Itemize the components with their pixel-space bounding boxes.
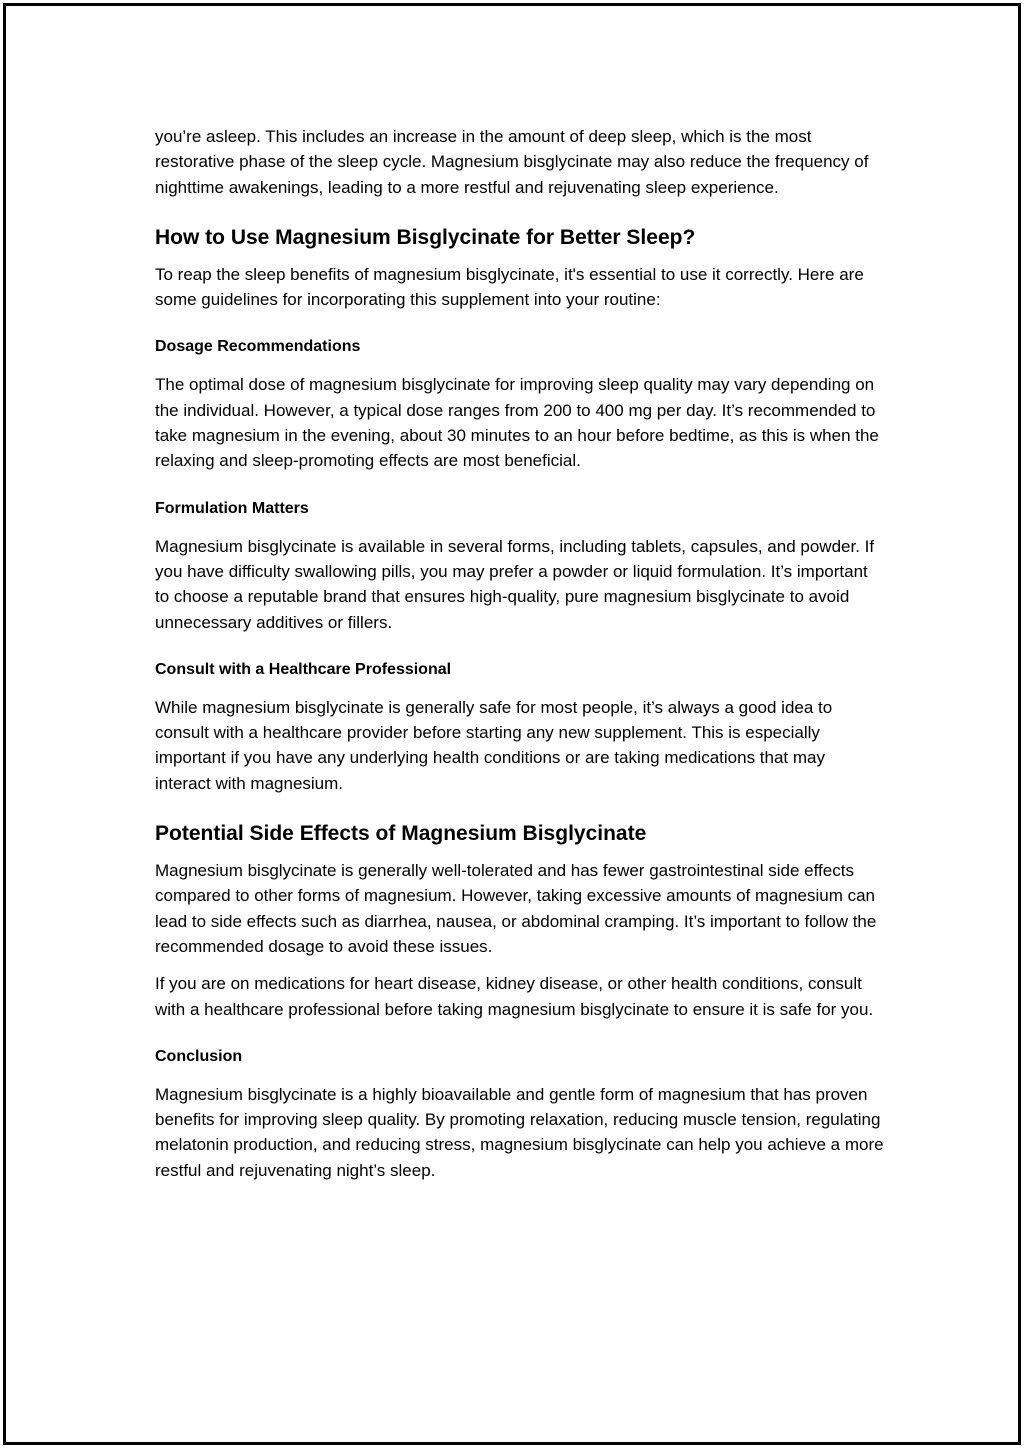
paragraph-side-effects: Magnesium bisglycinate is generally well-tolerated and has fewer gastrointestinal side effects compared to other forms of magnesium. However, taking excessive amounts of magnesium can lead to side effects such as diarrhea, nausea, or abdominal cramping. It’s important to follow the recommended dosage to avoid these issues. bbox=[155, 861, 877, 956]
heading-conclusion: Conclusion bbox=[155, 1047, 243, 1065]
paragraph-formulation: Magnesium bisglycinate is available in several forms, including tablets, capsules, and powder. If you have difficulty swallowing pills, you may prefer a powder or liquid formulation. It’s important to choose a reputable brand that ensures high-quality, pure magnesium bisglycinate to avoid unnecessary additives or fillers. bbox=[155, 536, 875, 632]
paragraph-sleep-intro: you’re asleep. This includes an increase in the amount of deep sleep, which is the most restorative phase of the sleep cycle. Magnesium bisglycinate may also reduce the frequency of nighttime awakenings, leading to a more restful and rejuvenating sleep experience. bbox=[155, 127, 869, 197]
heading-how-to-use: How to Use Magnesium Bisglycinate for Better Sleep? bbox=[155, 225, 696, 249]
paragraph-dosage: The optimal dose of magnesium bisglycinate for improving sleep quality may vary depending on the individual. However, a typical dose ranges from 200 to 400 mg per day. It’s recommended to take magnesium in the evening, about 30 minutes to an hour before bedtime, as this is when the relaxing and sleep-promoting effects are most beneficial. bbox=[155, 375, 879, 471]
paragraph-conclusion: Magnesium bisglycinate is a highly bioavailable and gentle form of magnesium that has proven benefits for improving sleep quality. By promoting relaxation, reducing muscle tension, regulating melatonin production, and reducing stress, magnesium bisglycinate can help you achieve a more restful and rejuvenating night’s sleep. bbox=[155, 1084, 884, 1180]
paragraph-medications: If you are on medications for heart disease, kidney disease, or other health conditions, consult with a healthcare professional before taking magnesium bisglycinate to ensure it is safe for you. bbox=[155, 974, 874, 1019]
heading-formulation: Formulation Matters bbox=[155, 499, 309, 517]
paragraph-how-to-use: To reap the sleep benefits of magnesium bisglycinate, it's essential to use it correctly. Here are some guidelines for incorporating this supplement into your routine: bbox=[155, 264, 864, 310]
heading-side-effects: Potential Side Effects of Magnesium Bisglycinate bbox=[155, 822, 647, 846]
heading-dosage: Dosage Recommendations bbox=[155, 338, 361, 356]
document-body bbox=[155, 124, 885, 1183]
heading-consult: Consult with a Healthcare Professional bbox=[155, 660, 452, 678]
paragraph-consult: While magnesium bisglycinate is generally safe for most people, it’s always a good idea to consult with a healthcare provider before starting any new supplement. This is especially important if you have any underlying health conditions or are taking medications that may interact with magnesium. bbox=[155, 697, 833, 793]
